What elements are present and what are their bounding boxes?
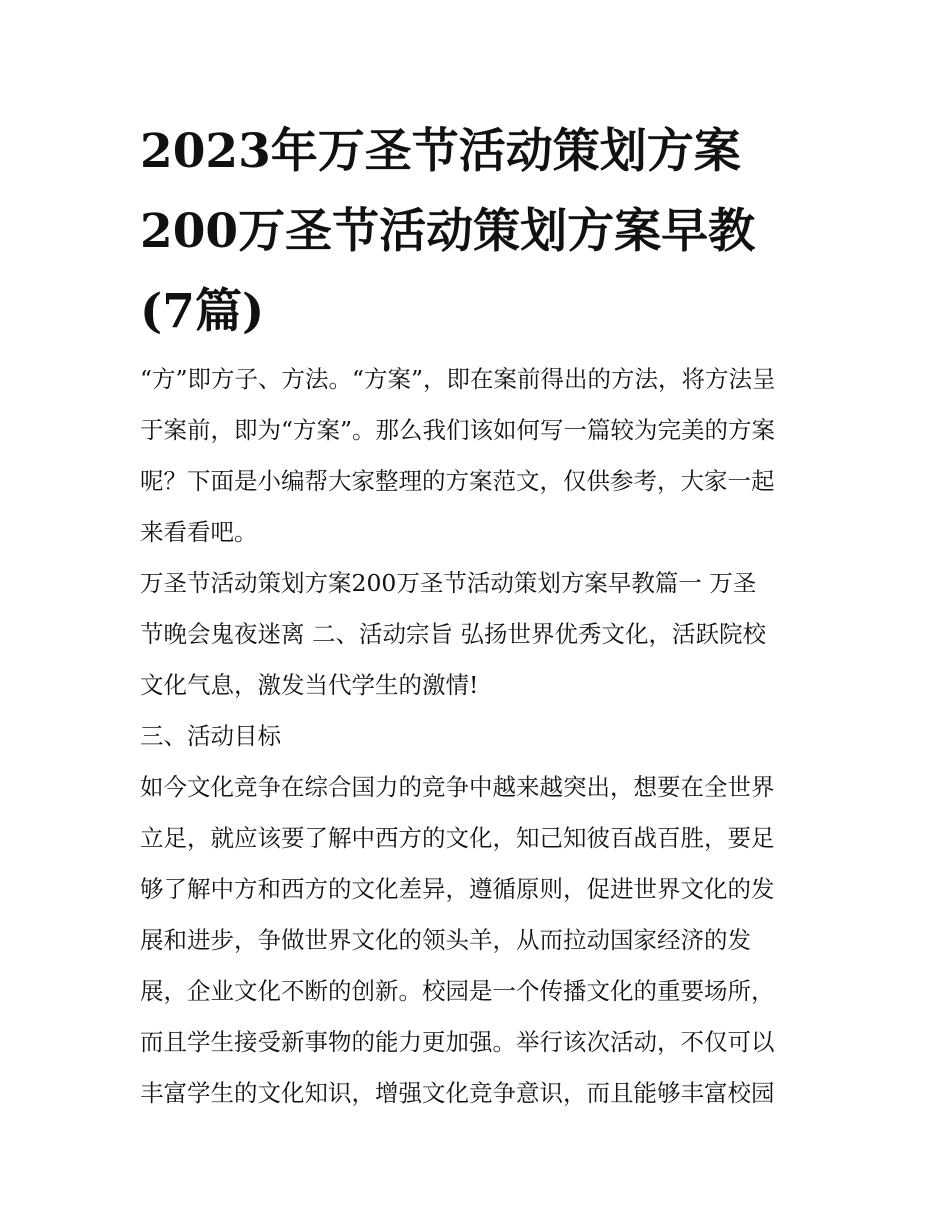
text-line: 于案前，即为“方案”。那么我们该如何写一篇较为完美的方案 [140,416,776,444]
text-line: 三、活动目标 [140,722,281,750]
document-title [140,112,820,352]
document-body [140,354,820,1119]
text-line: 文化气息，激发当代学生的激情! [140,671,479,699]
text-line: 如今文化竞争在综合国力的竞争中越来越突出，想要在全世界 [140,773,775,801]
text-line: 立足，就应该要了解中西方的文化，知己知彼百战百胜，要足 [140,824,775,852]
intro-paragraph [140,354,820,558]
title-line: 2023年万圣节活动策划方案 [140,124,741,179]
section-one-paragraph [140,558,820,711]
text-line: 而且学生接受新事物的能力更加强。举行该次活动，不仅可以 [140,1028,775,1056]
text-line: 丰富学生的文化知识，增强文化竞争意识，而且能够丰富校园 [140,1079,775,1107]
text-line: 来看看吧。 [140,518,258,546]
section-heading [140,711,820,762]
text-line: 节晚会鬼夜迷离 二、活动宗旨 弘扬世界优秀文化，活跃院校 [140,620,766,648]
objective-paragraph [140,762,820,1119]
text-line: 展和进步，争做世界文化的领头羊，从而拉动国家经济的发 [140,926,751,954]
text-line: “方”即方子、方法。“方案”，即在案前得出的方法，将方法呈 [140,365,776,393]
text-line: 呢？下面是小编帮大家整理的方案范文，仅供参考，大家一起 [140,467,775,495]
text-line: 万圣节活动策划方案200万圣节活动策划方案早教篇一 万圣 [140,569,757,597]
title-line: 200万圣节活动策划方案早教 [140,204,756,259]
text-line: 展，企业文化不断的创新。校园是一个传播文化的重要场所， [140,977,775,1005]
title-line: (7篇) [140,284,265,339]
text-line: 够了解中方和西方的文化差异，遵循原则，促进世界文化的发 [140,875,775,903]
